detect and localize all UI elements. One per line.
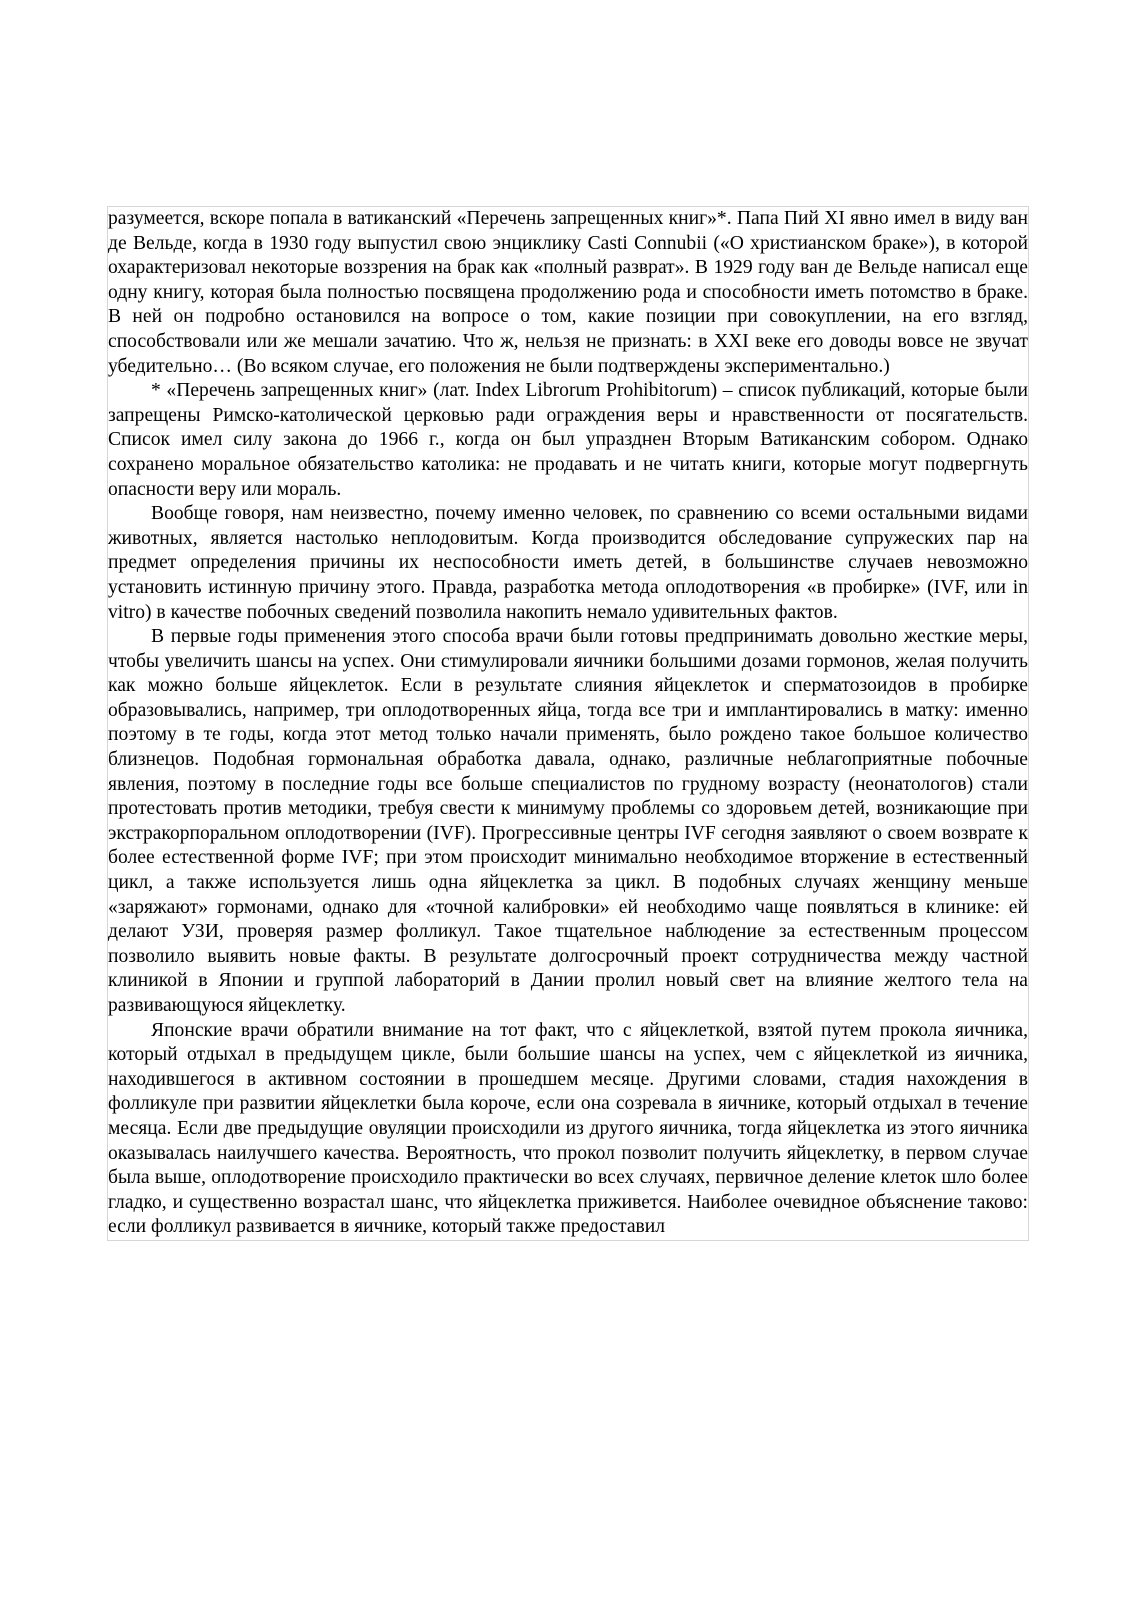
paragraph: Вообще говоря, нам неизвестно, почему именно человек, по сравнению со всеми остальными видами животных, является настолько неплодовитым. Когда производится обследование супружеских пар на предмет определения причины их неспособности иметь детей, в большинстве случаев невозможно установить истинную причину этого. Правда, разработка метода оплодотворения «в пробирке» (IVF, или in vitro) в качестве побочных сведений позволила накопить немало удивительных фактов. <box>108 503 1028 623</box>
paragraph: В первые годы применения этого способа врачи были готовы предпринимать довольно жесткие меры, чтобы увеличить шансы на успех. Они стимулировали яичники большими дозами гормонов, желая получить как можно больше яйцеклеток. Если в результате слияния яйцеклеток и сперматозоидов в пробирке образовывались, например, три оплодотворенных яйца, тогда все три и имплантировались в матку: именно поэтому в те годы, когда этот метод только начали применять, было рождено такое большое количество близнецов. Подобная гормональная обработка давала, однако, различные неблагоприятные побочные явления, поэтому в последние годы все больше специалистов по грудному возрасту (неонатологов) стали протестовать против методики, требуя свести к минимуму проблемы со здоровьем детей, возникающие при экстракорпоральном оплодотворении (IVF). Прогрессивные центры IVF сегодня заявляют о своем возврате к более естественной форме IVF; при этом происходит минимально необходимое вторжение в естественный цикл, а также используется лишь одна яйцеклетка за цикл. В подобных случаях женщину меньше «заряжают» гормонами, однако для «точной калибровки» ей необходимо чаще появляться в клинике: ей делают УЗИ, проверяя размер фолликул. Такое тщательное наблюдение за естественным процессом позволило выявить новые факты. В результате долгосрочный проект сотрудничества между частной клиникой в Японии и группой лабораторий в Дании пролил новый свет на влияние желтого тела на развивающуюся яйцеклетку. <box>108 626 1028 1016</box>
paragraph: разумеется, вскоре попала в ватиканский «Перечень запрещенных книг»*. Папа Пий XI явно имел в виду ван де Вельде, когда в 1930 году выпустил свою энциклику Casti Connubii («О христианском браке»), в которой охарактеризовал некоторые воззрения на брак как «полный разврат». В 1929 году ван де Вельде написал еще одну книгу, которая была полностью посвящена продолжению рода и способности иметь потомство в браке. В ней он подробно остановился на вопросе о том, какие позиции при совокуплении, на его взгляд, способствовали или же мешали зачатию. Что ж, нельзя не признать: в XXI веке его доводы вовсе не звучат убедительно… (Во всяком случае, его положения не были подтверждены экспериментально.) <box>108 208 1028 377</box>
paragraph: Японские врачи обратили внимание на тот факт, что с яйцеклеткой, взятой путем прокола яичника, который отдыхал в предыдущем цикле, были большие шансы на успех, чем с яйцеклеткой из яичника, находившегося в активном состоянии в прошедшем месяце. Другими словами, стадия нахождения в фолликуле при развитии яйцеклетки была короче, если она созревала в яичнике, который отдыхал в течение месяца. Если две предыдущие овуляции происходили из другого яичника, тогда яйцеклетка из этого яичника оказывалась наилучшего качества. Вероятность, что прокол позволит получить яйцеклетку, в первом случае была выше, оплодотворение происходило практически во всех случаях, первичное деление клеток шло более гладко, и существенно возрастал шанс, что яйцеклетка приживется. Наиболее очевидное объяснение таково: если фолликул развивается в яичнике, который также предоставил <box>108 1019 1028 1238</box>
body-text <box>107 206 1029 1241</box>
footnote-paragraph: * «Перечень запрещенных книг» (лат. Index Librorum Prohibitorum) – список публикаций, которые были запрещены Римско-католической церковью ради ограждения веры и нравственности от посягательств. Список имел силу закона до 1966 г., когда он был упразднен Вторым Ватиканским собором. Однако сохранено моральное обязательство католика: не продавать и не читать книги, которые могут подвергнуть опасности веру или мораль. <box>108 380 1028 500</box>
